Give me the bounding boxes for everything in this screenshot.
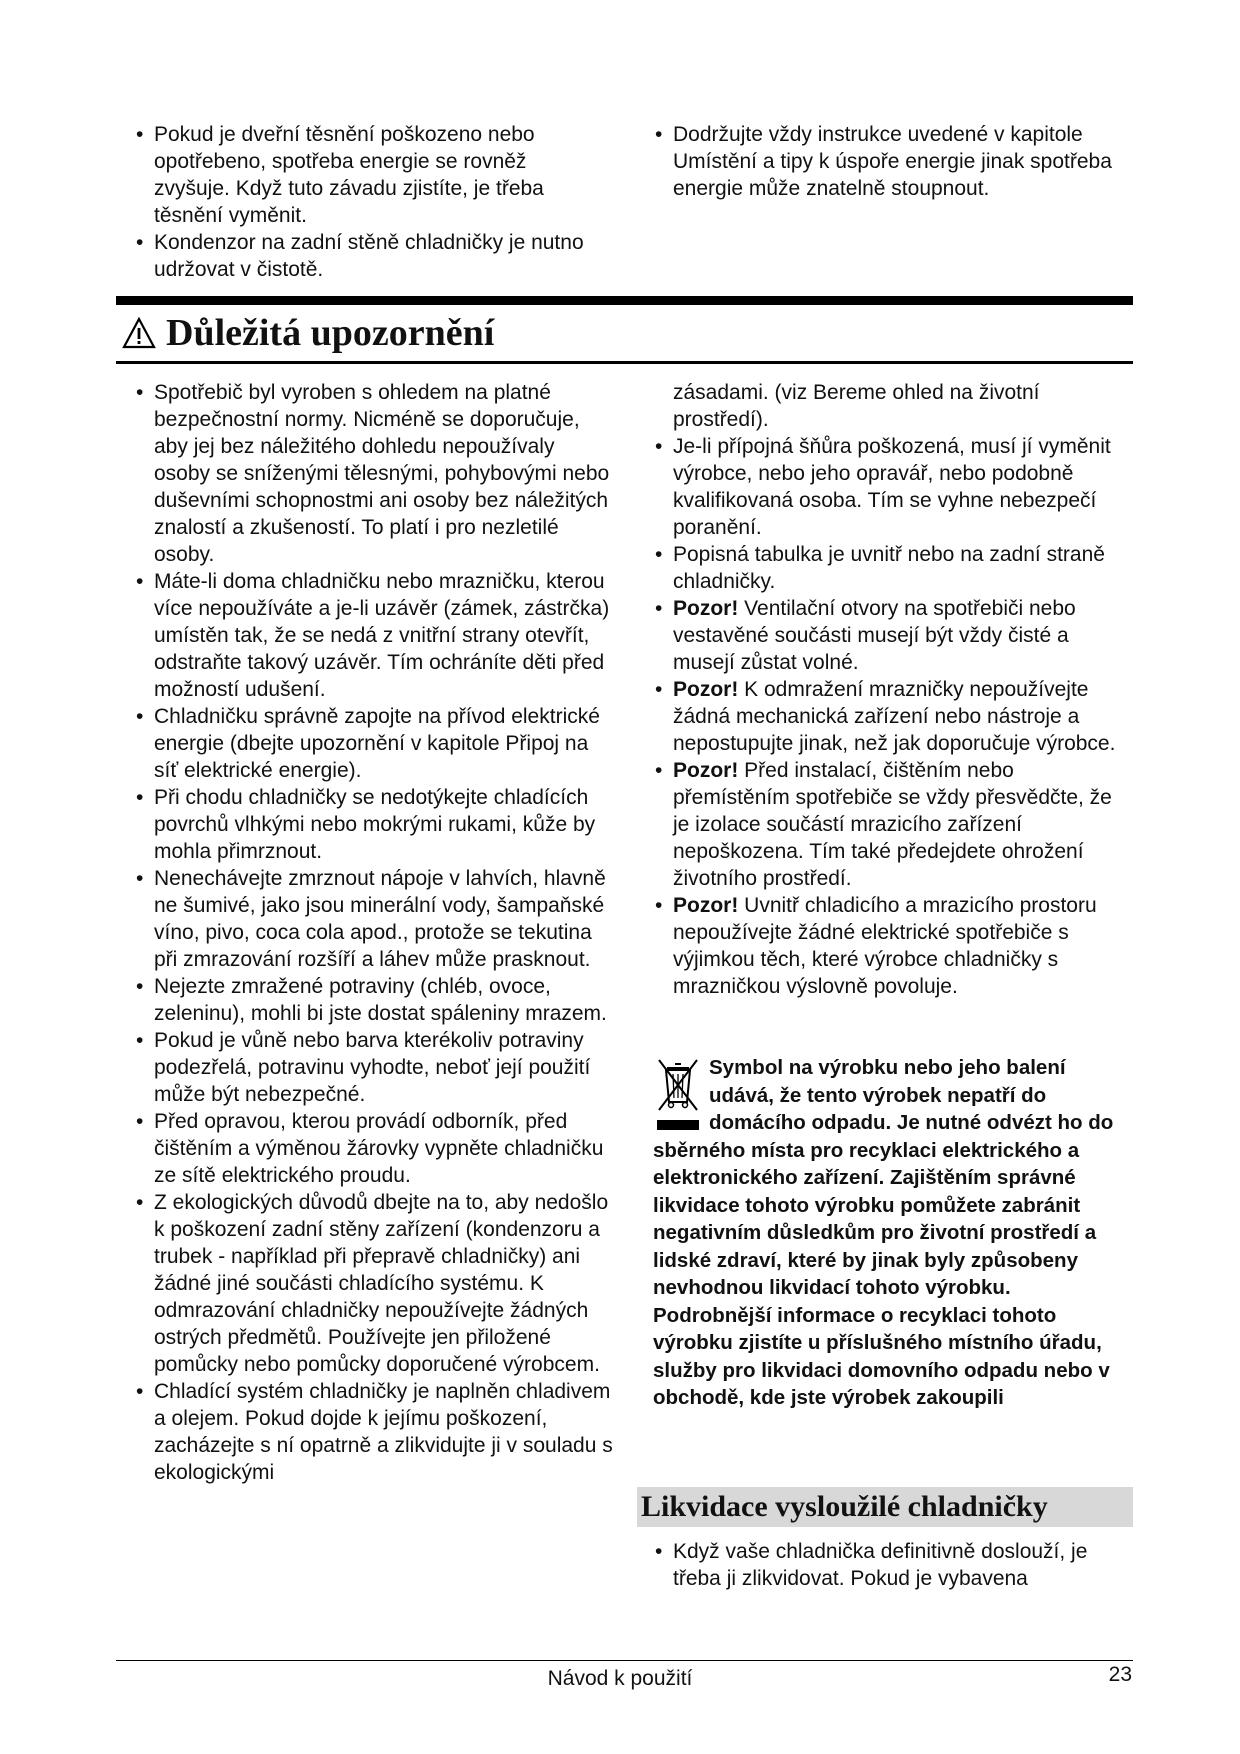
subsection-title: [637, 1487, 1133, 1527]
list-item-continuation: zásadami. (viz Bereme ohled na životní prostředí).: [673, 381, 1040, 431]
list-item: • Chladničku správně zapojte na přívod elektrické energie (dbejte upozornění v kapitole Připoj na síť elektrické energie).: [134, 703, 614, 784]
disposal-column: [653, 1538, 1133, 1592]
list-item: [653, 595, 1133, 676]
list-item: • Spotřebič byl vyroben s ohledem na platné bezpečnostní normy. Nicméně se doporučuje, aby jej bez náležitého dohledu nepoužívaly osoby se sníženými tělesnými, pohybovými nebo duševními schopnostmi ani osoby bez náležitých znalostí a zkušeností. To platí i pro nezletilé osoby.: [134, 379, 614, 568]
left-column: [134, 379, 614, 1486]
list-item: • Dodržujte vždy instrukce uvedené v kapitole Umístění a tipy k úspoře energie jinak spotřeba energie může znatelně stoupnout.: [653, 121, 1133, 202]
item-text: Před instalací, čištěním nebo přemístěním spotřebiče se vždy přesvědčte, že je izolace součástí mrazicího zařízení nepoškozena. Tím také předejdete ohrožení životního prostředí.: [673, 759, 1112, 890]
footer-title: Návod k použití: [547, 1667, 693, 1690]
list-item: • Z ekologických důvodů dbejte na to, aby nedošlo k poškození zadní stěny zařízení (kondenzoru a trubek - například při přepravě chladničky) ani žádné jiné součásti chladícího systému. K odmrazování chladničky nepoužívejte žádných ostrých předmětů. Používejte jen přiložené pomůcky nebo pomůcky doporučené výrobcem.: [134, 1189, 614, 1378]
list-item: [653, 433, 1133, 541]
heading-rule-bottom: [116, 361, 1133, 364]
item-emphasis: Pozor!: [673, 597, 739, 620]
item-emphasis: Pozor!: [673, 759, 739, 782]
item-text: Uvnitř chladicího a mrazicího prostoru nepoužívejte žádné elektrické spotřebiče s výjimkou těch, které výrobce chladničky s mrazničkou výslovně povoluje.: [673, 894, 1097, 998]
top-right-column: [653, 121, 1133, 202]
section-title: [122, 305, 494, 361]
list-item: • Nenechávejte zmrznout nápoje v lahvích, hlavně ne šumivé, jako jsou minerální vody, šampaňské víno, pivo, coca cola apod., protože se tekutina při zmrazování rozšíří a láhev může prasknout.: [134, 865, 614, 973]
list-item: • Pokud je vůně nebo barva kterékoliv potraviny podezřelá, potravinu vyhodte, neboť její použití může být nebezpečné.: [134, 1027, 614, 1108]
item-emphasis: Pozor!: [673, 894, 739, 917]
list-item: • Máte-li doma chladničku nebo mrazničku, kterou více nepoužíváte a je-li uzávěr (zámek, zástrčka) umístěn tak, že se nedá z vnitřní strany otevřít, odstraňte takový uzávěr. Tím ochráníte děti před možností udušení.: [134, 568, 614, 703]
recycling-note: [653, 1054, 1133, 1412]
recycling-note-text: Symbol na výrobku nebo jeho balení udává, že tento výrobek nepatří do domácího odpadu. Je nutné odvézt ho do sběrného místa pro recyklaci elektrického a elektronického zařízení. Zajištěním správné likvidace tohoto výrobku pomůžete zabránit negativním důsledkům pro životní prostředí a lidské zdraví, které by jinak byly způsobeny nevhodnou likvidací tohoto výrobku. Podrobnější informace o recyklaci tohoto výrobku zjistíte u příslušného místního úřadu, služby pro likvidaci domovního odpadu nebo v obchodě, kde jste výrobek zakoupili: [653, 1056, 1114, 1409]
list-item: • Před opravou, kterou provádí odborník, před čištěním a výměnou žárovky vypněte chladničku ze sítě elektrického proudu.: [134, 1108, 614, 1189]
list-item: [653, 892, 1133, 1000]
item-text: Ventilační otvory na spotřebiči nebo vestavěné součásti musejí být vždy čisté a musejí zůstat volné.: [673, 597, 1076, 674]
list-item: [653, 541, 1133, 595]
section-title-text: Důležitá upozornění: [166, 312, 495, 354]
list-item: • Pokud je dveřní těsnění poškozeno nebo opotřebeno, spotřeba energie se rovněž zvyšuje. Když tuto závadu zjistíte, je třeba těsnění vyměnit.: [134, 121, 604, 229]
subsection-title-text: Likvidace vysloužilé chladničky: [641, 1490, 1048, 1523]
top-left-column: [134, 121, 604, 283]
item-text: K odmražení mrazničky nepoužívejte žádná mechanická zařízení nebo nástroje a nepostupujte jinak, než jak doporučuje výrobce.: [673, 678, 1116, 755]
footer-rule: [116, 1660, 1133, 1661]
list-item: • Když vaše chladnička definitivně doslouží, je třeba ji zlikvidovat. Pokud je vybavena: [653, 1538, 1133, 1592]
list-item: • Nejezte zmražené potraviny (chléb, ovoce, zeleninu), mohli bi jste dostat spáleniny mrazem.: [134, 973, 614, 1027]
crossed-out-bin-icon: [653, 1056, 703, 1136]
list-item: • Při chodu chladničky se nedotýkejte chladících povrchů vlhkými nebo mokrými rukami, kůže by mohla přimrznout.: [134, 784, 614, 865]
list-item: • Kondenzor na zadní stěně chladničky je nutno udržovat v čistotě.: [134, 229, 604, 283]
right-column: [653, 379, 1133, 1000]
list-item: • Chladící systém chladničky je naplněn chladivem a olejem. Pokud dojde k jejímu poškození, zacházejte s ní opatrně a zlikvidujte ji v souladu s ekologickými: [134, 1378, 614, 1486]
page-number: 23: [1108, 1663, 1132, 1686]
heading-rule-top: [116, 296, 1133, 305]
item-emphasis: Pozor!: [673, 678, 739, 701]
list-item: [653, 676, 1133, 757]
list-item: [653, 757, 1133, 892]
warning-icon: [122, 317, 156, 349]
item-text: Je-li přípojná šňůra poškozená, musí jí vyměnit výrobce, nebo jeho opravář, nebo podobně kvalifikovaná osoba. Tím se vyhne nebezpečí poranění.: [673, 435, 1111, 539]
item-text: Popisná tabulka je uvnitř nebo na zadní straně chladničky.: [673, 543, 1105, 593]
